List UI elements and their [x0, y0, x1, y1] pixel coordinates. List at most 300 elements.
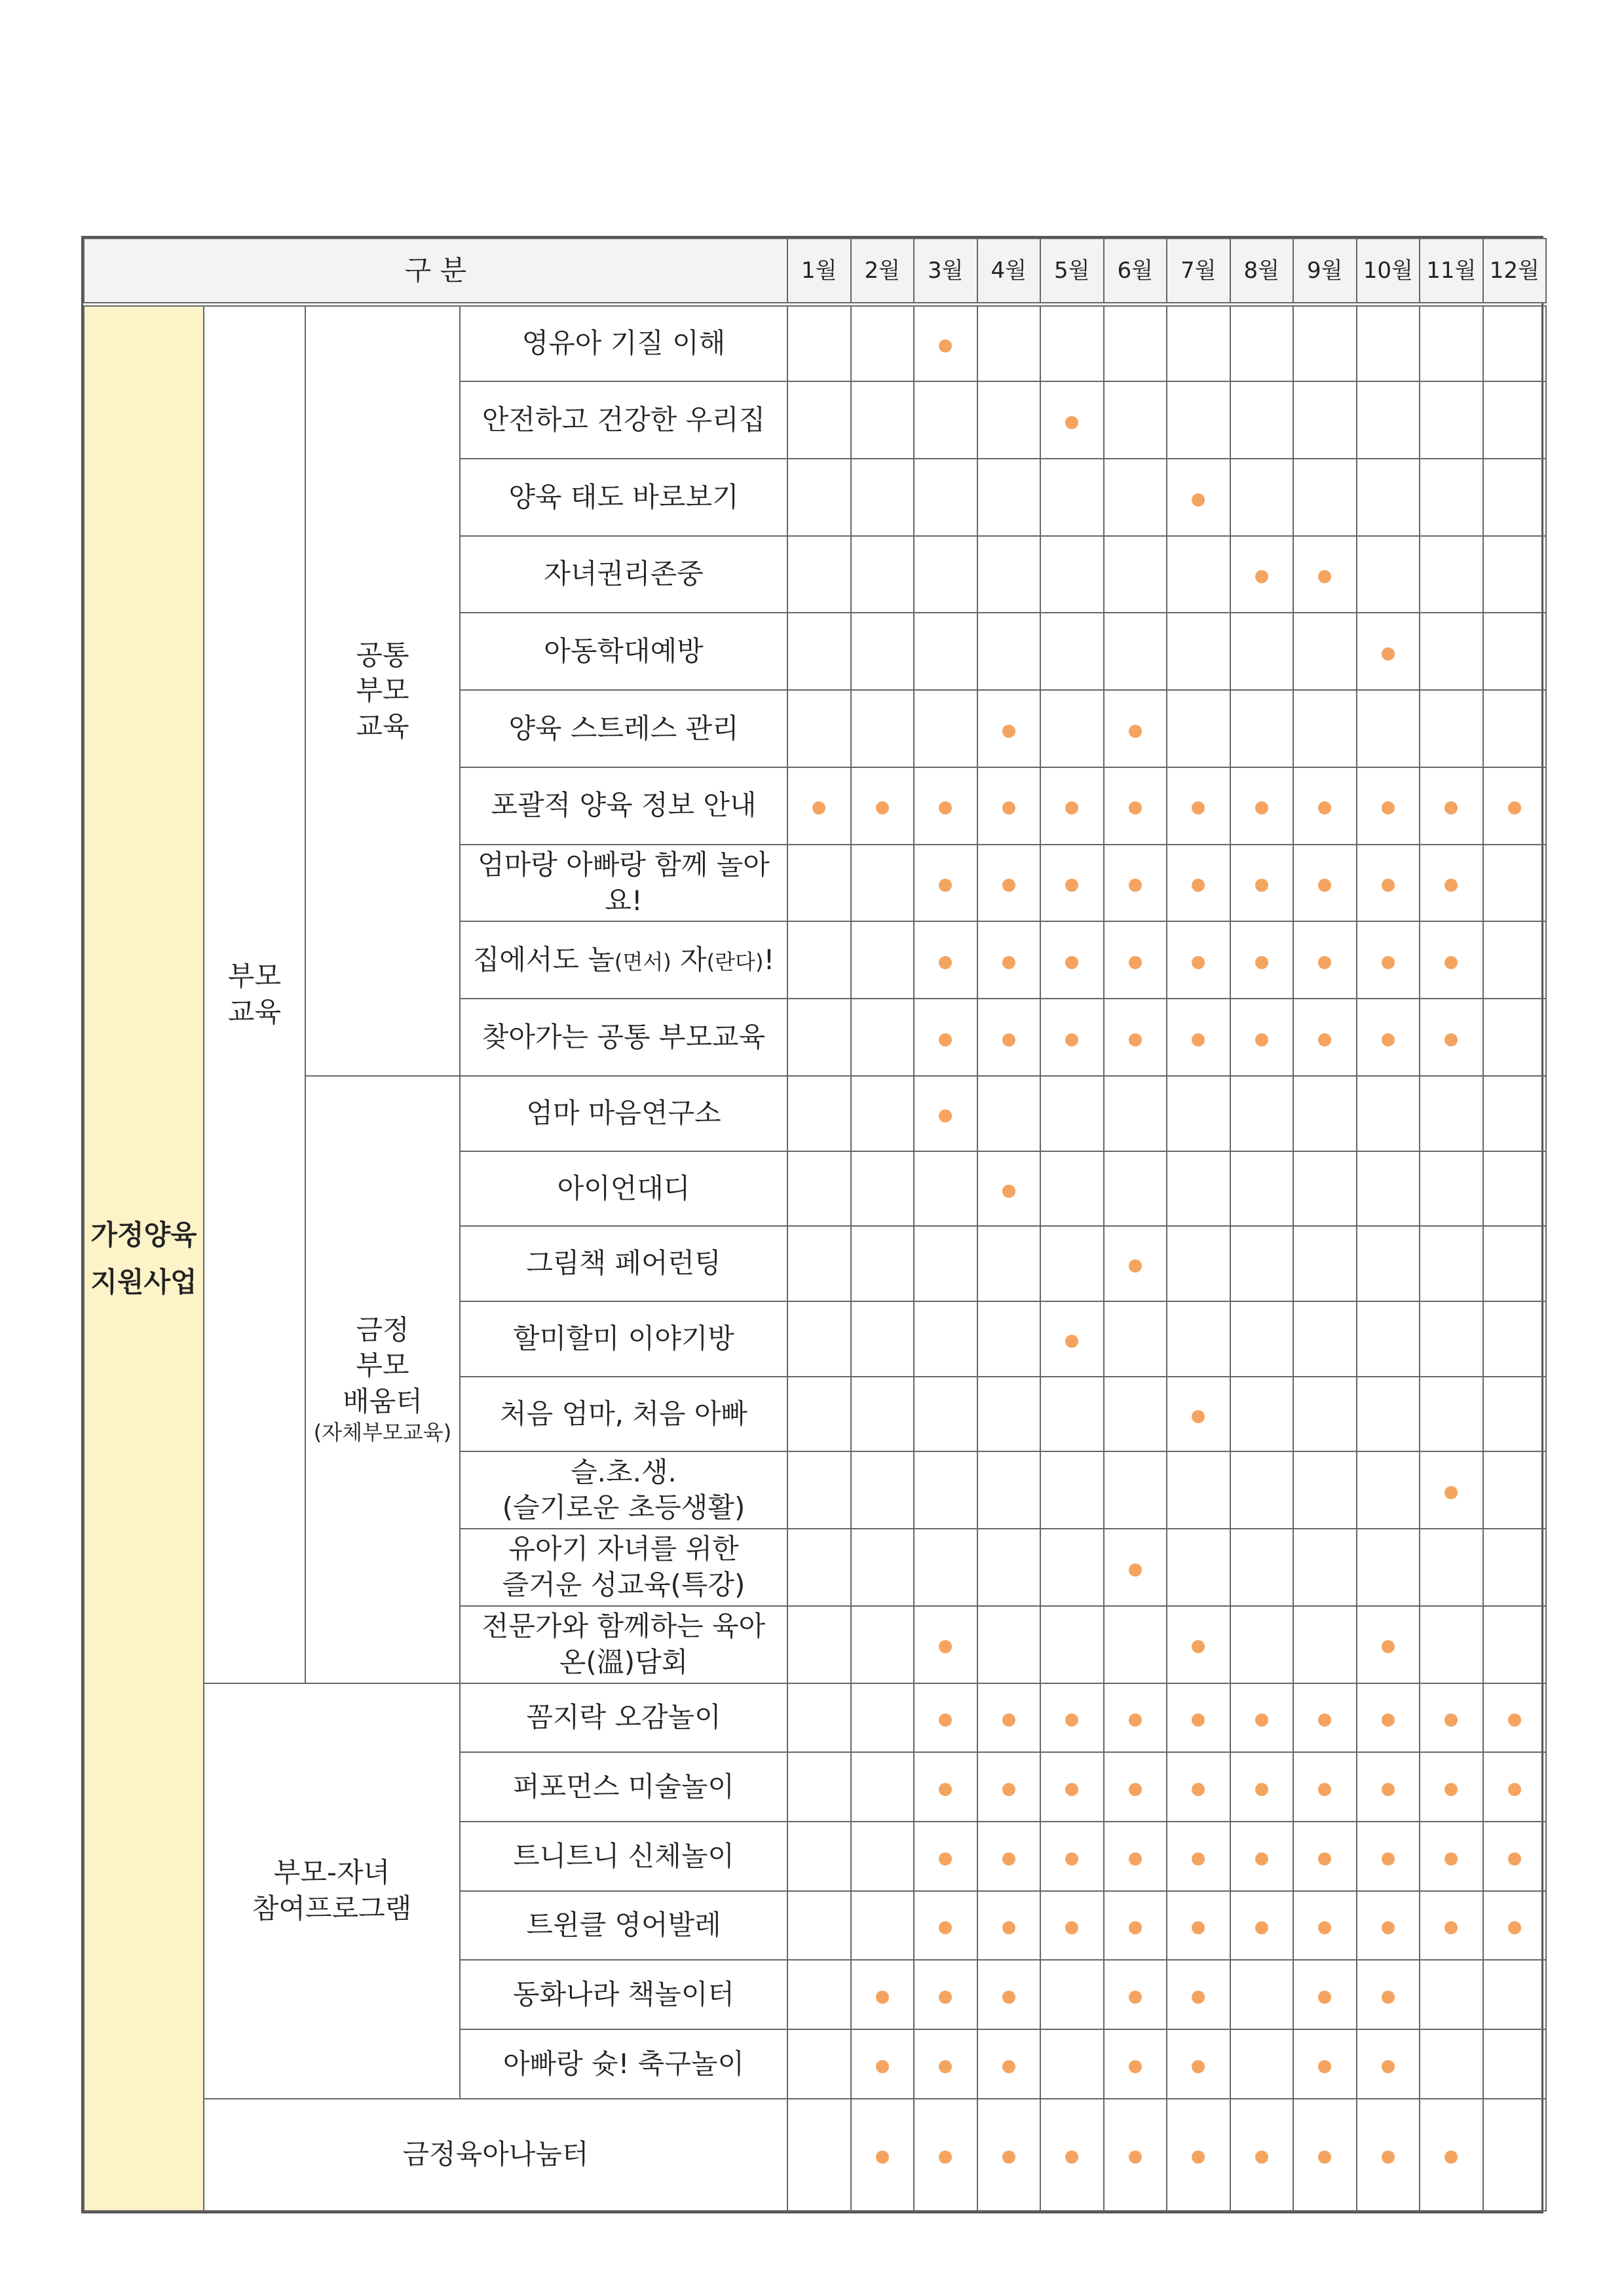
- month-cell: [1293, 459, 1357, 536]
- schedule-dot-icon: [939, 339, 952, 353]
- month-cell: [787, 1226, 851, 1301]
- month-cell: [1104, 1960, 1167, 2029]
- month-cell: [1230, 381, 1294, 459]
- schedule-dot-icon: [1318, 1921, 1331, 1934]
- month-cell: [1420, 1451, 1483, 1529]
- month-cell: [1040, 1451, 1104, 1529]
- schedule-dot-icon: [1129, 1921, 1142, 1934]
- month-cell: [1483, 459, 1547, 536]
- month-cell: [851, 381, 915, 459]
- month-cell: [1040, 1076, 1104, 1151]
- schedule-dot-icon: [1318, 1783, 1331, 1796]
- month-cell: [1293, 690, 1357, 767]
- month-cell: [1357, 1076, 1420, 1151]
- schedule-dot-icon: [1002, 2060, 1015, 2073]
- month-cell: [1104, 1683, 1167, 1753]
- month-cell: [1420, 381, 1483, 459]
- month-cell: [1167, 1960, 1230, 2029]
- month-cell: [1420, 1683, 1483, 1753]
- month-cell: [914, 459, 977, 536]
- schedule-dot-icon: [1002, 1991, 1015, 2004]
- month-cell: [1167, 1377, 1230, 1452]
- month-cell: [1357, 845, 1420, 922]
- schedule-dot-icon: [1065, 1335, 1078, 1348]
- month-cell: [977, 1451, 1041, 1529]
- schedule-dot-icon: [1382, 1783, 1395, 1796]
- month-cell: [787, 1891, 851, 1961]
- month-cell: [1230, 2029, 1294, 2099]
- month-cell: [1420, 2099, 1483, 2211]
- month-cell: [1230, 1151, 1294, 1227]
- month-cell: [1040, 1960, 1104, 2029]
- month-cell: [1420, 1960, 1483, 2029]
- program-name: [460, 921, 787, 999]
- month-cell: [1357, 1226, 1420, 1301]
- month-cell: [1167, 459, 1230, 536]
- month-cell: [851, 2029, 915, 2099]
- month-cell: [1104, 2099, 1167, 2211]
- month-cell: [1040, 1529, 1104, 1606]
- program-name: 퍼포먼스 미술놀이: [460, 1752, 787, 1822]
- schedule-dot-icon: [1065, 1921, 1078, 1934]
- schedule-table: [83, 238, 1547, 2211]
- month-cell: [1104, 921, 1167, 999]
- month-cell: [1104, 1606, 1167, 1683]
- month-cell: [1167, 1076, 1230, 1151]
- program-name: 양육 태도 바로보기: [460, 459, 787, 536]
- schedule-dot-icon: [1002, 1713, 1015, 1727]
- month-cell: [1357, 1377, 1420, 1452]
- schedule-dot-icon: [939, 1640, 952, 1653]
- month-cell: [914, 536, 977, 613]
- program-name-part: 자: [671, 943, 707, 976]
- month-cell: [914, 1683, 977, 1753]
- month-cell: [787, 1822, 851, 1891]
- program-name: 전문가와 함께하는 육아 온(溫)담회: [460, 1606, 787, 1683]
- schedule-dot-icon: [1255, 1713, 1268, 1727]
- header-month: 11월: [1420, 239, 1483, 305]
- schedule-dot-icon: [1002, 1783, 1015, 1796]
- month-cell: [1420, 921, 1483, 999]
- month-cell: [851, 1301, 915, 1377]
- month-cell: [1293, 1076, 1357, 1151]
- month-cell: [1483, 1151, 1547, 1227]
- schedule-dot-icon: [1065, 1033, 1078, 1046]
- month-cell: [1167, 305, 1230, 382]
- schedule-dot-icon: [1129, 879, 1142, 892]
- month-cell: [1167, 2099, 1230, 2211]
- month-cell: [851, 2099, 915, 2211]
- schedule-dot-icon: [939, 1713, 952, 1727]
- month-cell: [1293, 1606, 1357, 1683]
- month-cell: [1167, 999, 1230, 1076]
- month-cell: [787, 1451, 851, 1529]
- schedule-dot-icon: [1382, 879, 1395, 892]
- month-cell: [1230, 1822, 1294, 1891]
- month-cell: [914, 1301, 977, 1377]
- month-cell: [977, 1377, 1041, 1452]
- month-cell: [1483, 2029, 1547, 2099]
- group-parent-education: 부모 교육: [204, 305, 305, 1683]
- month-cell: [1357, 1891, 1420, 1961]
- month-cell: [1230, 2099, 1294, 2211]
- program-name: 안전하고 건강한 우리집: [460, 381, 787, 459]
- month-cell: [977, 381, 1041, 459]
- month-cell: [1104, 536, 1167, 613]
- header-month: 7월: [1167, 239, 1230, 305]
- header-category-label: 구 분: [84, 239, 787, 305]
- schedule-dot-icon: [1129, 2151, 1142, 2164]
- month-cell: [1357, 1683, 1420, 1753]
- program-name: 동화나라 책놀이터: [460, 1960, 787, 2029]
- schedule-dot-icon: [1065, 416, 1078, 429]
- schedule-dot-icon: [1065, 879, 1078, 892]
- schedule-dot-icon: [1002, 1921, 1015, 1934]
- month-cell: [1040, 1151, 1104, 1227]
- schedule-dot-icon: [1445, 879, 1458, 892]
- schedule-dot-icon: [1192, 1033, 1205, 1046]
- schedule-dot-icon: [1318, 1991, 1331, 2004]
- month-cell: [1357, 1960, 1420, 2029]
- month-cell: [1167, 1683, 1230, 1753]
- month-cell: [1104, 613, 1167, 690]
- schedule-dot-icon: [1382, 2060, 1395, 2073]
- schedule-dot-icon: [876, 801, 889, 814]
- month-cell: [1420, 2029, 1483, 2099]
- month-cell: [1230, 1960, 1294, 2029]
- schedule-dot-icon: [1065, 1713, 1078, 1727]
- schedule-dot-icon: [1318, 2151, 1331, 2164]
- month-cell: [787, 1377, 851, 1452]
- month-cell: [851, 536, 915, 613]
- program-name: 아동학대예방: [460, 613, 787, 690]
- month-cell: [851, 1960, 915, 2029]
- month-cell: [914, 1451, 977, 1529]
- month-cell: [787, 536, 851, 613]
- month-cell: [1230, 1752, 1294, 1822]
- month-cell: [1483, 1606, 1547, 1683]
- month-cell: [851, 690, 915, 767]
- header-month: 8월: [1230, 239, 1294, 305]
- schedule-dot-icon: [1192, 1713, 1205, 1727]
- month-cell: [1483, 845, 1547, 922]
- group-common-parent-education: 공통 부모 교육: [305, 305, 460, 1076]
- month-cell: [1230, 1451, 1294, 1529]
- schedule-dot-icon: [1318, 1033, 1331, 1046]
- month-cell: [977, 305, 1041, 382]
- month-cell: [1357, 1151, 1420, 1227]
- month-cell: [1293, 767, 1357, 845]
- month-cell: [1230, 1683, 1294, 1753]
- schedule-dot-icon: [1129, 2060, 1142, 2073]
- schedule-dot-icon: [1382, 1033, 1395, 1046]
- month-cell: [1104, 305, 1167, 382]
- month-cell: [977, 690, 1041, 767]
- month-cell: [1104, 2029, 1167, 2099]
- schedule-dot-icon: [1129, 1991, 1142, 2004]
- month-cell: [1420, 999, 1483, 1076]
- month-cell: [1357, 1529, 1420, 1606]
- schedule-dot-icon: [1002, 1185, 1015, 1198]
- month-cell: [977, 921, 1041, 999]
- header-month: 3월: [914, 239, 977, 305]
- month-cell: [1104, 1891, 1167, 1961]
- month-cell: [1483, 921, 1547, 999]
- month-cell: [977, 1960, 1041, 2029]
- month-cell: [1230, 1301, 1294, 1377]
- month-cell: [1167, 1301, 1230, 1377]
- schedule-dot-icon: [1255, 1852, 1268, 1866]
- month-cell: [914, 2099, 977, 2211]
- month-cell: [1167, 921, 1230, 999]
- month-cell: [1167, 1529, 1230, 1606]
- schedule-dot-icon: [1002, 1852, 1015, 1866]
- schedule-dot-icon: [1382, 2151, 1395, 2164]
- month-cell: [977, 1529, 1041, 1606]
- program-name: 그림책 페어런팅: [460, 1226, 787, 1301]
- schedule-dot-icon: [1445, 801, 1458, 814]
- schedule-table-container: [81, 236, 1543, 2213]
- schedule-dot-icon: [1382, 1991, 1395, 2004]
- schedule-dot-icon: [1065, 1852, 1078, 1866]
- month-cell: [787, 1752, 851, 1822]
- schedule-dot-icon: [1318, 956, 1331, 969]
- month-cell: [1483, 999, 1547, 1076]
- schedule-dot-icon: [1129, 801, 1142, 814]
- month-cell: [1167, 1891, 1230, 1961]
- month-cell: [1040, 1606, 1104, 1683]
- program-name: 자녀권리존중: [460, 536, 787, 613]
- header-month: 12월: [1483, 239, 1547, 305]
- month-cell: [1104, 690, 1167, 767]
- schedule-dot-icon: [939, 1991, 952, 2004]
- schedule-dot-icon: [1192, 1921, 1205, 1934]
- month-cell: [1040, 459, 1104, 536]
- month-cell: [1357, 381, 1420, 459]
- month-cell: [1420, 1752, 1483, 1822]
- month-cell: [1483, 1960, 1547, 2029]
- month-cell: [1293, 1960, 1357, 2029]
- header-month: 6월: [1104, 239, 1167, 305]
- schedule-dot-icon: [1065, 1783, 1078, 1796]
- schedule-dot-icon: [939, 2060, 952, 2073]
- month-cell: [1420, 1151, 1483, 1227]
- month-cell: [1230, 921, 1294, 999]
- month-cell: [914, 921, 977, 999]
- month-cell: [1230, 1226, 1294, 1301]
- schedule-dot-icon: [1065, 956, 1078, 969]
- month-cell: [914, 381, 977, 459]
- month-cell: [1357, 536, 1420, 613]
- schedule-dot-icon: [1255, 801, 1268, 814]
- schedule-dot-icon: [1255, 570, 1268, 583]
- month-cell: [1040, 845, 1104, 922]
- month-cell: [1293, 305, 1357, 382]
- schedule-dot-icon: [1002, 879, 1015, 892]
- header-month: 5월: [1040, 239, 1104, 305]
- month-cell: [1483, 1822, 1547, 1891]
- month-cell: [1040, 2099, 1104, 2211]
- schedule-dot-icon: [1318, 1852, 1331, 1866]
- month-cell: [1040, 921, 1104, 999]
- month-cell: [1420, 1377, 1483, 1452]
- month-cell: [1293, 1891, 1357, 1961]
- month-cell: [1104, 1529, 1167, 1606]
- schedule-dot-icon: [1318, 2060, 1331, 2073]
- month-cell: [1420, 536, 1483, 613]
- month-cell: [1167, 1822, 1230, 1891]
- group-geumjeong-note: (자체부모교육): [313, 1420, 452, 1445]
- header-month: 1월: [787, 239, 851, 305]
- month-cell: [1104, 1151, 1167, 1227]
- month-cell: [1357, 1301, 1420, 1377]
- month-cell: [977, 1891, 1041, 1961]
- schedule-dot-icon: [1318, 570, 1331, 583]
- month-cell: [1040, 1683, 1104, 1753]
- schedule-row: [84, 305, 1546, 382]
- schedule-dot-icon: [1382, 1640, 1395, 1653]
- month-cell: [1293, 1151, 1357, 1227]
- month-cell: [1483, 767, 1547, 845]
- month-cell: [1357, 1822, 1420, 1891]
- schedule-dot-icon: [1382, 956, 1395, 969]
- month-cell: [1357, 2029, 1420, 2099]
- month-cell: [1483, 1076, 1547, 1151]
- program-name: 처음 엄마, 처음 아빠: [460, 1377, 787, 1452]
- month-cell: [1483, 1226, 1547, 1301]
- month-cell: [1104, 1301, 1167, 1377]
- month-cell: [1357, 921, 1420, 999]
- month-cell: [1040, 381, 1104, 459]
- month-cell: [1483, 381, 1547, 459]
- month-cell: [1040, 1226, 1104, 1301]
- month-cell: [1293, 1301, 1357, 1377]
- schedule-dot-icon: [812, 801, 825, 814]
- month-cell: [914, 767, 977, 845]
- month-cell: [1104, 845, 1167, 922]
- month-cell: [1167, 845, 1230, 922]
- schedule-dot-icon: [939, 801, 952, 814]
- month-cell: [1167, 1752, 1230, 1822]
- schedule-dot-icon: [1065, 801, 1078, 814]
- month-cell: [914, 305, 977, 382]
- month-cell: [914, 613, 977, 690]
- month-cell: [1293, 1377, 1357, 1452]
- schedule-dot-icon: [939, 956, 952, 969]
- month-cell: [1293, 1683, 1357, 1753]
- schedule-dot-icon: [1129, 956, 1142, 969]
- month-cell: [914, 1377, 977, 1452]
- month-cell: [1483, 1683, 1547, 1753]
- month-cell: [914, 1151, 977, 1227]
- month-cell: [914, 999, 977, 1076]
- month-cell: [787, 690, 851, 767]
- schedule-dot-icon: [1192, 1852, 1205, 1866]
- month-cell: [787, 845, 851, 922]
- month-cell: [1483, 1891, 1547, 1961]
- month-cell: [1040, 767, 1104, 845]
- month-cell: [1230, 1606, 1294, 1683]
- month-cell: [787, 1301, 851, 1377]
- schedule-dot-icon: [1129, 1033, 1142, 1046]
- month-cell: [1483, 2099, 1547, 2211]
- month-cell: [1040, 613, 1104, 690]
- header-month: 2월: [851, 239, 915, 305]
- group-geumjeong-title: 금정 부모 배움터: [343, 1313, 423, 1417]
- month-cell: [1293, 1529, 1357, 1606]
- month-cell: [977, 2029, 1041, 2099]
- month-cell: [1357, 690, 1420, 767]
- schedule-dot-icon: [876, 1991, 889, 2004]
- month-cell: [977, 1606, 1041, 1683]
- month-cell: [914, 690, 977, 767]
- month-cell: [1040, 536, 1104, 613]
- schedule-dot-icon: [876, 2060, 889, 2073]
- schedule-dot-icon: [1382, 1713, 1395, 1727]
- month-cell: [787, 999, 851, 1076]
- month-cell: [1167, 1451, 1230, 1529]
- month-cell: [1483, 1451, 1547, 1529]
- month-cell: [1040, 2029, 1104, 2099]
- schedule-row: [84, 2099, 1546, 2211]
- month-cell: [787, 1076, 851, 1151]
- month-cell: [977, 1752, 1041, 1822]
- month-cell: [1040, 305, 1104, 382]
- month-cell: [1483, 690, 1547, 767]
- month-cell: [1230, 305, 1294, 382]
- schedule-dot-icon: [1002, 956, 1015, 969]
- month-cell: [977, 1301, 1041, 1377]
- schedule-dot-icon: [1129, 1259, 1142, 1272]
- month-cell: [1230, 613, 1294, 690]
- month-cell: [787, 1606, 851, 1683]
- month-cell: [1104, 1822, 1167, 1891]
- program-name: 트니트니 신체놀이: [460, 1822, 787, 1891]
- schedule-dot-icon: [1508, 1921, 1521, 1934]
- month-cell: [1483, 305, 1547, 382]
- schedule-dot-icon: [1255, 1033, 1268, 1046]
- schedule-dot-icon: [1318, 1713, 1331, 1727]
- month-cell: [851, 1151, 915, 1227]
- schedule-dot-icon: [939, 1033, 952, 1046]
- month-cell: [1040, 1752, 1104, 1822]
- schedule-dot-icon: [1129, 1852, 1142, 1866]
- month-cell: [787, 381, 851, 459]
- schedule-dot-icon: [1192, 1410, 1205, 1423]
- month-cell: [1420, 1226, 1483, 1301]
- month-cell: [1104, 1076, 1167, 1151]
- schedule-dot-icon: [876, 2151, 889, 2164]
- month-cell: [1420, 1606, 1483, 1683]
- month-cell: [1357, 459, 1420, 536]
- month-cell: [851, 921, 915, 999]
- month-cell: [787, 767, 851, 845]
- program-name: 포괄적 양육 정보 안내: [460, 767, 787, 845]
- schedule-dot-icon: [939, 2151, 952, 2164]
- month-cell: [851, 1377, 915, 1452]
- month-cell: [1104, 1752, 1167, 1822]
- month-cell: [1420, 1301, 1483, 1377]
- month-cell: [1230, 1891, 1294, 1961]
- month-cell: [1167, 690, 1230, 767]
- month-cell: [787, 1151, 851, 1227]
- month-cell: [977, 767, 1041, 845]
- month-cell: [787, 1683, 851, 1753]
- month-cell: [1167, 613, 1230, 690]
- month-cell: [1167, 1226, 1230, 1301]
- schedule-dot-icon: [1192, 2151, 1205, 2164]
- month-cell: [914, 1822, 977, 1891]
